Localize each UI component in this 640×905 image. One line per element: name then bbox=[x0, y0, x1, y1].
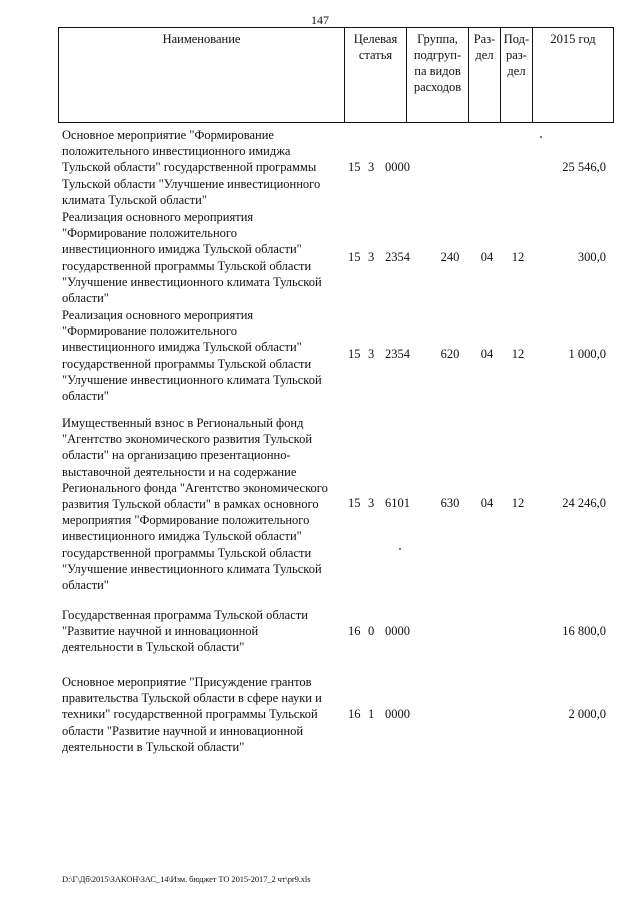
code-program: 16 bbox=[348, 707, 361, 721]
code-direction: 0000 bbox=[385, 160, 410, 174]
scan-speck bbox=[399, 548, 401, 550]
code-subprogram: 3 bbox=[368, 496, 375, 510]
code-group: 620 bbox=[440, 347, 460, 361]
code-program: 15 bbox=[348, 160, 361, 174]
scan-speck bbox=[540, 136, 542, 138]
code-program: 15 bbox=[348, 347, 361, 361]
row-name: Имущественный взнос в Региональный фонд "Агентство экономического развития Тульской области" на организацию презентационно- выставочной деятельности и на содержание Регионального фонда "Агентство экономического развития Тульской области" в рамках основного мероприятия "Формирование положительного инвестиционного имиджа Тульской области" государственной программы Тульской области "Улучшение инвестиционного климата Тульской области" bbox=[62, 416, 328, 593]
header-podrazdel: Под- раз- дел bbox=[501, 28, 533, 122]
header-year: 2015 год bbox=[550, 32, 596, 46]
code-subprogram: 3 bbox=[368, 250, 375, 264]
amount: 24 246,0 bbox=[562, 496, 606, 510]
code-subprogram: 3 bbox=[368, 347, 375, 361]
code-podrazdel: 12 bbox=[511, 496, 525, 510]
code-subprogram: 3 bbox=[368, 160, 375, 174]
row-name: Реализация основного мероприятия "Формирование положительного инвестиционного имиджа Тульской области" государственной программы Тульской области "Улучшение инвестиционного климата Тульской области" bbox=[62, 308, 322, 404]
code-podrazdel: 12 bbox=[511, 250, 525, 264]
code-direction: 2354 bbox=[385, 347, 410, 361]
code-razdel: 04 bbox=[480, 347, 494, 361]
page-number: 147 bbox=[311, 13, 329, 27]
code-program: 16 bbox=[348, 624, 361, 638]
header-name: Наименование bbox=[59, 28, 345, 122]
amount: 2 000,0 bbox=[568, 707, 606, 721]
table-header bbox=[58, 27, 614, 123]
code-group: 240 bbox=[440, 250, 460, 264]
code-subprogram: 0 bbox=[368, 624, 375, 638]
amount: 1 000,0 bbox=[568, 347, 606, 361]
code-subprogram: 1 bbox=[368, 707, 375, 721]
row-name: Реализация основного мероприятия "Формирование положительного инвестиционного имиджа Тульской области" государственной программы Тульской области "Улучшение инвестиционного климата Тульской области" bbox=[62, 210, 322, 306]
row-name: Государственная программа Тульской области "Развитие научной и инновационной деятельности в Тульской области" bbox=[62, 608, 308, 655]
code-razdel: 04 bbox=[480, 250, 494, 264]
amount: 300,0 bbox=[577, 250, 606, 264]
code-podrazdel: 12 bbox=[511, 347, 525, 361]
code-direction: 0000 bbox=[385, 707, 410, 721]
code-direction: 0000 bbox=[385, 624, 410, 638]
code-program: 15 bbox=[348, 496, 361, 510]
file-path-footer: D:\Г\Дб\2015\ЗАКОН\ЗАС_14\Изм. бюджет ТО 2015-2017_2 чт\pr9.xls bbox=[62, 874, 311, 884]
header-razdel: Раз- дел bbox=[469, 28, 501, 122]
amount: 25 546,0 bbox=[562, 160, 606, 174]
header-group: Группа, подгруп- па видов расходов bbox=[407, 28, 469, 122]
amount: 16 800,0 bbox=[562, 624, 606, 638]
code-direction: 6101 bbox=[385, 496, 410, 510]
code-direction: 2354 bbox=[385, 250, 410, 264]
header-target-article: Целевая статья bbox=[345, 28, 407, 122]
code-razdel: 04 bbox=[480, 496, 494, 510]
row-name: Основное мероприятие "Присуждение грантов правительства Тульской области в сфере науки и техники" государственной программы Тульской области "Развитие научной и инновационной деятельности в Тульской области" bbox=[62, 675, 322, 754]
code-group: 630 bbox=[440, 496, 460, 510]
code-program: 15 bbox=[348, 250, 361, 264]
row-name: Основное мероприятие "Формирование положительного инвестиционного имиджа Тульской области" государственной программы Тульской области "Улучшение инвестиционного климата Тульской области" bbox=[62, 128, 321, 207]
